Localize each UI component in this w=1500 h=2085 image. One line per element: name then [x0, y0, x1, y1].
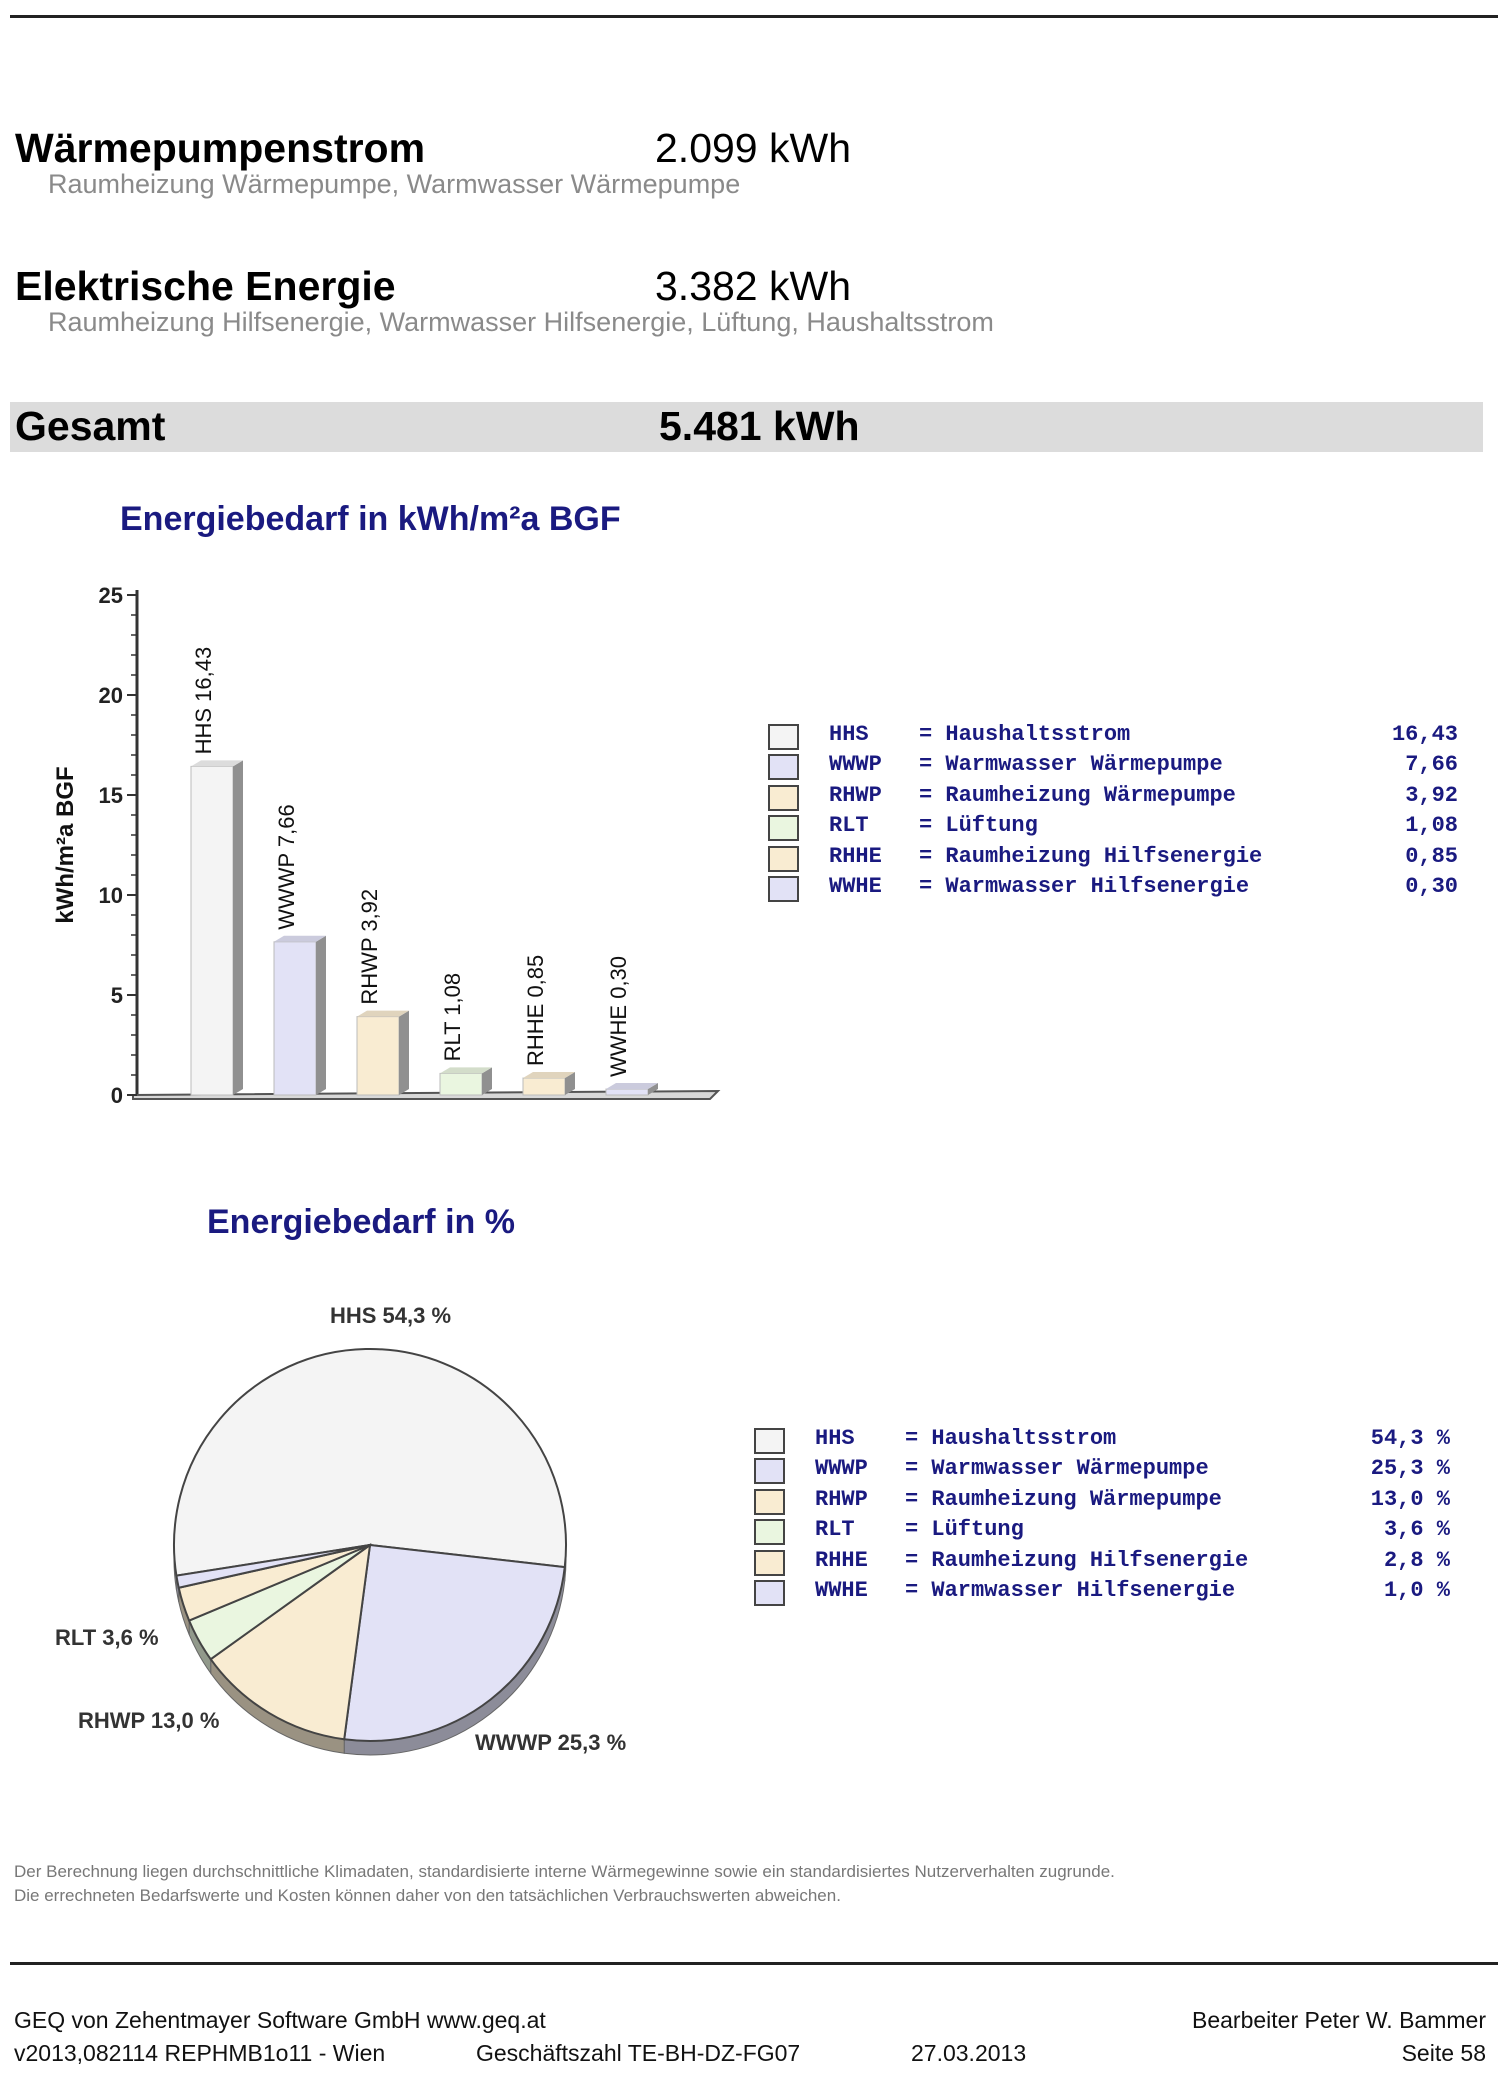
heat-pump-title: Wärmepumpenstrom: [15, 125, 426, 171]
bar-legend-label: = Warmwasser Hilfsenergie: [919, 874, 1250, 899]
total-title: Gesamt: [15, 403, 166, 449]
bar-legend-code: HHS: [829, 722, 869, 747]
pie-label-RLT: RLT 3,6 %: [55, 1625, 159, 1650]
bar-legend-row-rhwp: [768, 783, 1458, 813]
pie-slice-WWWP: [344, 1545, 565, 1741]
pie-legend-row-rhwp: [754, 1487, 1454, 1517]
pie-label-WWWP: WWWP 25,3 %: [475, 1730, 627, 1755]
pie-legend-value: 2,8 %: [1383, 1547, 1450, 1573]
pie-legend-label: = Raumheizung Wärmepumpe: [905, 1486, 1222, 1512]
disclaimer-line-1: Der Berechnung liegen durchschnittliche Klimadaten, standardisierte interne Wärmegewinne sowie ein standardisiertes Nutzerverhalten zugrunde.: [14, 1862, 1115, 1881]
bar-legend-value: 1,08: [1405, 813, 1458, 839]
heat-pump-subtitle: Raumheizung Wärmepumpe, Warmwasser Wärmepumpe: [48, 169, 741, 199]
bar-legend-code: RLT: [829, 813, 869, 839]
pie-legend-value: 25,3 %: [1370, 1456, 1450, 1482]
pie-legend-swatch: [754, 1580, 785, 1606]
y-tick-label: 15: [98, 783, 123, 808]
heat-pump-value: 2.099 kWh: [655, 125, 851, 171]
bar-legend-swatch: [768, 785, 799, 811]
bar-legend-code: RHWP: [829, 782, 882, 808]
bar-WWHE: [606, 1089, 648, 1095]
pie-legend-swatch: [754, 1489, 785, 1515]
pie-label-RHWP: RHWP 13,0 %: [78, 1708, 220, 1733]
footer-company: GEQ von Zehentmayer Software GmbH www.geq.at: [14, 2007, 546, 2033]
y-tick-label: 25: [98, 583, 123, 608]
electric-title: Elektrische Energie: [15, 263, 396, 309]
bar-RLT: [440, 1073, 482, 1095]
pie-legend-value: 1,0 %: [1383, 1578, 1450, 1603]
pie-legend-swatch: [754, 1519, 785, 1545]
bar-RHHE: [523, 1078, 565, 1095]
bar-legend-value: 0,30: [1405, 874, 1458, 899]
bar-legend: [768, 722, 1458, 912]
pie-legend-value: 54,3 %: [1370, 1426, 1450, 1451]
bar-legend-swatch: [768, 754, 799, 780]
bar-label-WWWP: WWWP 7,66: [274, 804, 299, 930]
bar-legend-value: 7,66: [1405, 752, 1458, 778]
pie-legend-code: WWHE: [815, 1578, 868, 1603]
pie-legend-swatch: [754, 1550, 785, 1576]
bar-HHS: [191, 766, 233, 1095]
y-axis-label: kWh/m²a BGF: [52, 766, 79, 924]
pie-chart-title: Energiebedarf in %: [207, 1203, 515, 1241]
footer-editor: Bearbeiter Peter W. Bammer: [1192, 2007, 1486, 2033]
bar-legend-row-wwhe: [768, 874, 1458, 904]
pie-legend-label: = Warmwasser Wärmepumpe: [905, 1456, 1209, 1482]
y-tick-label: 20: [98, 683, 123, 708]
pie-legend-label: = Warmwasser Hilfsenergie: [905, 1578, 1236, 1603]
bar-WWWP: [274, 942, 316, 1095]
bar-label-RHWP: RHWP 3,92: [357, 888, 382, 1005]
bar-side-RHWP: [399, 1011, 409, 1095]
disclaimer: [14, 1860, 1115, 1908]
footer-rule: [10, 1962, 1498, 1965]
bar-legend-row-rlt: [768, 813, 1458, 843]
bar-legend-swatch: [768, 815, 799, 841]
pie-legend-swatch: [754, 1428, 785, 1454]
pie-slice-HHS: [174, 1349, 566, 1576]
bar-legend-row-rhhe: [768, 844, 1458, 874]
bar-legend-code: WWHE: [829, 874, 882, 899]
bar-label-RLT: RLT 1,08: [440, 972, 465, 1062]
bar-legend-label: = Raumheizung Hilfsenergie: [919, 843, 1263, 869]
bar-legend-row-hhs: [768, 722, 1458, 752]
pie-legend-label: = Haushaltsstrom: [905, 1426, 1117, 1451]
bar-label-HHS: HHS 16,43: [191, 646, 216, 755]
pie-legend-code: WWWP: [815, 1456, 868, 1482]
pie-legend-row-rlt: [754, 1517, 1454, 1547]
disclaimer-line-2: Die errechneten Bedarfswerte und Kosten können daher von den tatsächlichen Verbrauchswerten abweichen.: [14, 1886, 841, 1905]
electric-value: 3.382 kWh: [655, 263, 851, 309]
top-rule: [10, 15, 1498, 18]
footer-date: 27.03.2013: [911, 2040, 1027, 2066]
bar-side-WWWP: [316, 936, 326, 1095]
pie-chart: [0, 1290, 700, 1770]
pie-legend-row-wwwp: [754, 1456, 1454, 1486]
footer-page: Seite 58: [1401, 2040, 1486, 2066]
y-tick-label: 0: [110, 1083, 123, 1108]
bar-legend-row-wwwp: [768, 752, 1458, 782]
bar-label-RHHE: RHHE 0,85: [523, 954, 548, 1066]
electric-subtitle: Raumheizung Hilfsenergie, Warmwasser Hilfsenergie, Lüftung, Haushaltsstrom: [48, 307, 994, 337]
pie-label-HHS: HHS 54,3 %: [330, 1303, 452, 1328]
pie-legend-code: RHWP: [815, 1486, 868, 1512]
bar-legend-swatch: [768, 846, 799, 872]
pie-legend-swatch: [754, 1458, 785, 1484]
bar-label-WWHE: WWHE 0,30: [606, 955, 631, 1077]
bar-legend-label: = Raumheizung Wärmepumpe: [919, 782, 1236, 808]
bar-RHWP: [357, 1017, 399, 1095]
footer-file-number: Geschäftszahl TE-BH-DZ-FG07: [476, 2040, 801, 2066]
y-tick-label: 10: [98, 883, 123, 908]
bar-legend-label: = Haushaltsstrom: [919, 722, 1131, 747]
bar-legend-code: RHHE: [829, 843, 882, 869]
bar-side-HHS: [233, 760, 243, 1095]
pie-legend-row-rhhe: [754, 1548, 1454, 1578]
pie-legend-code: RHHE: [815, 1547, 868, 1573]
bar-legend-value: 0,85: [1405, 843, 1458, 869]
pie-legend-code: RLT: [815, 1517, 855, 1543]
bar-legend-value: 16,43: [1391, 722, 1458, 747]
bar-legend-label: = Lüftung: [919, 813, 1038, 839]
bar-legend-value: 3,92: [1405, 782, 1458, 808]
bar-chart-title: Energiebedarf in kWh/m²a BGF: [120, 500, 621, 538]
pie-legend-row-hhs: [754, 1426, 1454, 1456]
pie-legend-value: 13,0 %: [1370, 1486, 1450, 1512]
y-tick-label: 5: [110, 983, 123, 1008]
footer-version: v2013,082114 REPHMB1o11 - Wien: [14, 2040, 386, 2066]
pie-legend-row-wwhe: [754, 1578, 1454, 1608]
bar-chart: [0, 560, 740, 1120]
bar-legend-swatch: [768, 876, 799, 902]
pie-legend-label: = Lüftung: [905, 1517, 1024, 1543]
bar-legend-swatch: [768, 724, 799, 750]
pie-legend-code: HHS: [815, 1426, 855, 1451]
total-value: 5.481 kWh: [659, 403, 860, 449]
pie-legend-value: 3,6 %: [1383, 1517, 1450, 1543]
bar-legend-code: WWWP: [829, 752, 882, 778]
pie-legend-label: = Raumheizung Hilfsenergie: [905, 1547, 1249, 1573]
bar-legend-label: = Warmwasser Wärmepumpe: [919, 752, 1223, 778]
pie-legend: [754, 1426, 1454, 1616]
